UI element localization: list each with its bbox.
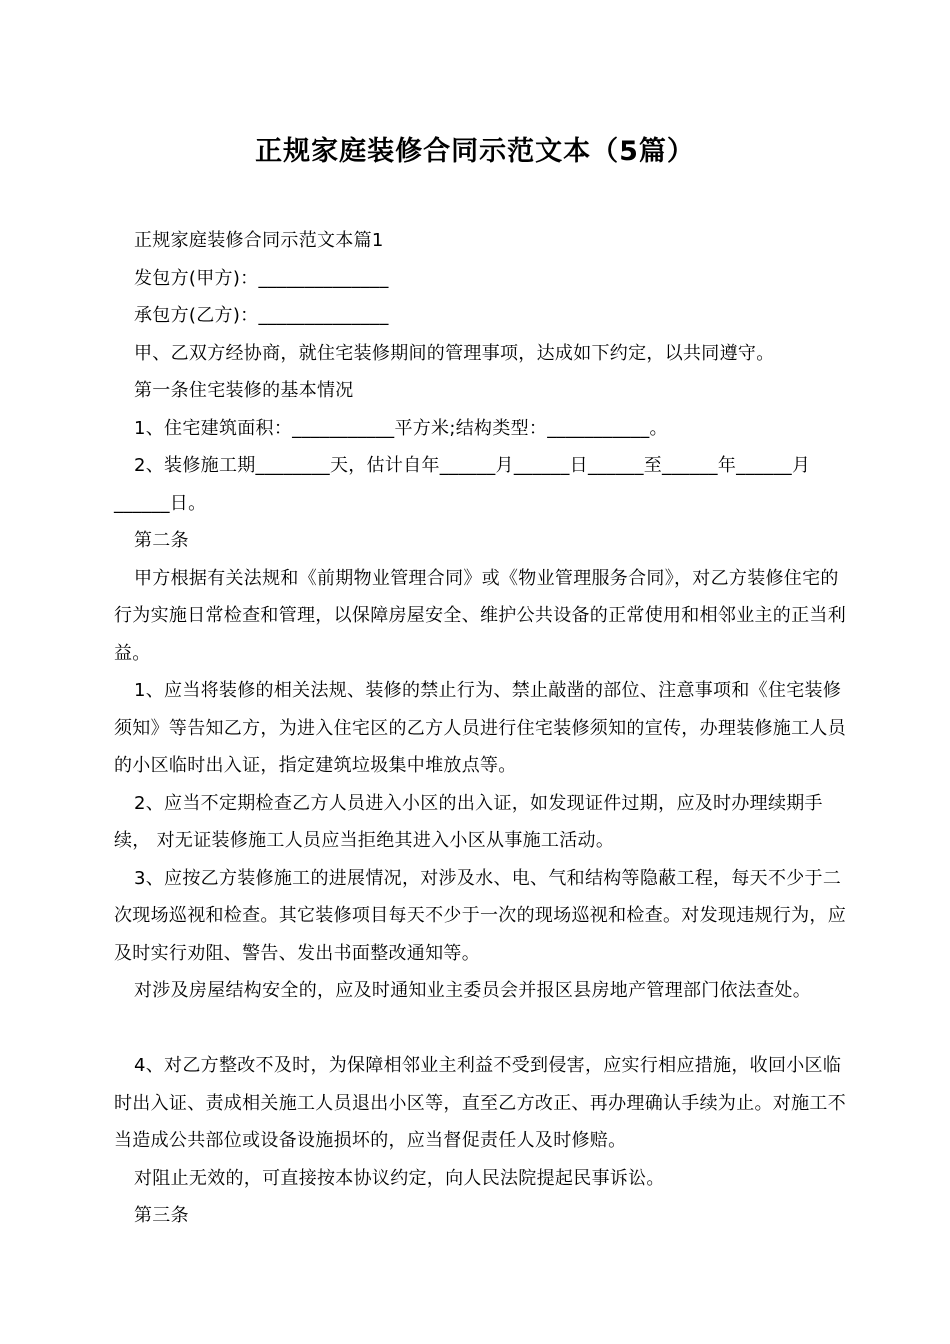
article-2-item-2: 2、应当不定期检查乙方人员进入小区的出入证，如发现证件过期，应及时办理续期手续， 对无证装修施工人员应当拒绝其进入小区从事施工活动。 xyxy=(114,792,823,851)
article-2-item-4-note: 对阻止无效的，可直接按本协议约定，向人民法院提起民事诉讼。 xyxy=(134,1167,665,1189)
article-1-heading: 第一条住宅装修的基本情况 xyxy=(134,380,354,401)
article-2-item-3-note: 对涉及房屋结构安全的，应及时通知业主委员会并报区县房地产管理部门依法查处。 xyxy=(134,980,812,1001)
article-3-heading: 第三条 xyxy=(134,1205,189,1226)
article-2-heading: 第二条 xyxy=(134,530,189,551)
article-2-intro: 甲方根据有关法规和《前期物业管理合同》或《物业管理服务合同》，对乙方装修住宅的行为实施日常检查和管理，以保障房屋安全、维护公共设备的正常使用和相邻业主的正当利益。 xyxy=(114,567,846,664)
article-1-item-1: 1、住宅建筑面积：___________平方米;结构类型：___________。 xyxy=(134,417,668,439)
agreement-intro: 甲、乙双方经协商，就住宅装修期间的管理事项，达成如下约定，以共同遵守。 xyxy=(134,342,775,364)
document-title: 正规家庭装修合同示范文本（5篇） xyxy=(255,136,695,167)
article-2-item-3: 3、应按乙方装修施工的进展情况，对涉及水、电、气和结构等隐蔽工程，每天不少于二次现场巡视和检查。其它装修项目每天不少于一次的现场巡视和检查。对发现违规行为，应及时实行劝阻、警告、发出书面整改通知等。 xyxy=(114,867,846,964)
article-2-item-4: 4、对乙方整改不及时，为保障相邻业主利益不受到侵害，应实行相应措施，收回小区临时出入证、责成相关施工人员退出小区等，直至乙方改正、再办理确认手续为止。对施工不当造成公共部位或设备设施损坏的，应当督促责任人及时修赔。 xyxy=(114,1055,846,1151)
party-a-line: 发包方(甲方)：______________ xyxy=(134,267,389,289)
party-b-line: 承包方(乙方)：______________ xyxy=(134,305,389,326)
paragraph-gap xyxy=(114,1010,848,1048)
article-2-item-1: 1、应当将装修的相关法规、装修的禁止行为、禁止敲凿的部位、注意事项和《住宅装修须知》等告知乙方，为进入住宅区的乙方人员进行住宅装修须知的宣传，办理装修施工人员的小区临时出入证，指定建筑垃圾集中堆放点等。 xyxy=(114,680,846,776)
document-body xyxy=(114,222,848,1235)
section-heading: 正规家庭装修合同示范文本篇1 xyxy=(134,230,384,251)
article-1-item-2: 2、装修施工期________天，估计自年______月______日______至______年______月______日。 xyxy=(114,455,811,514)
